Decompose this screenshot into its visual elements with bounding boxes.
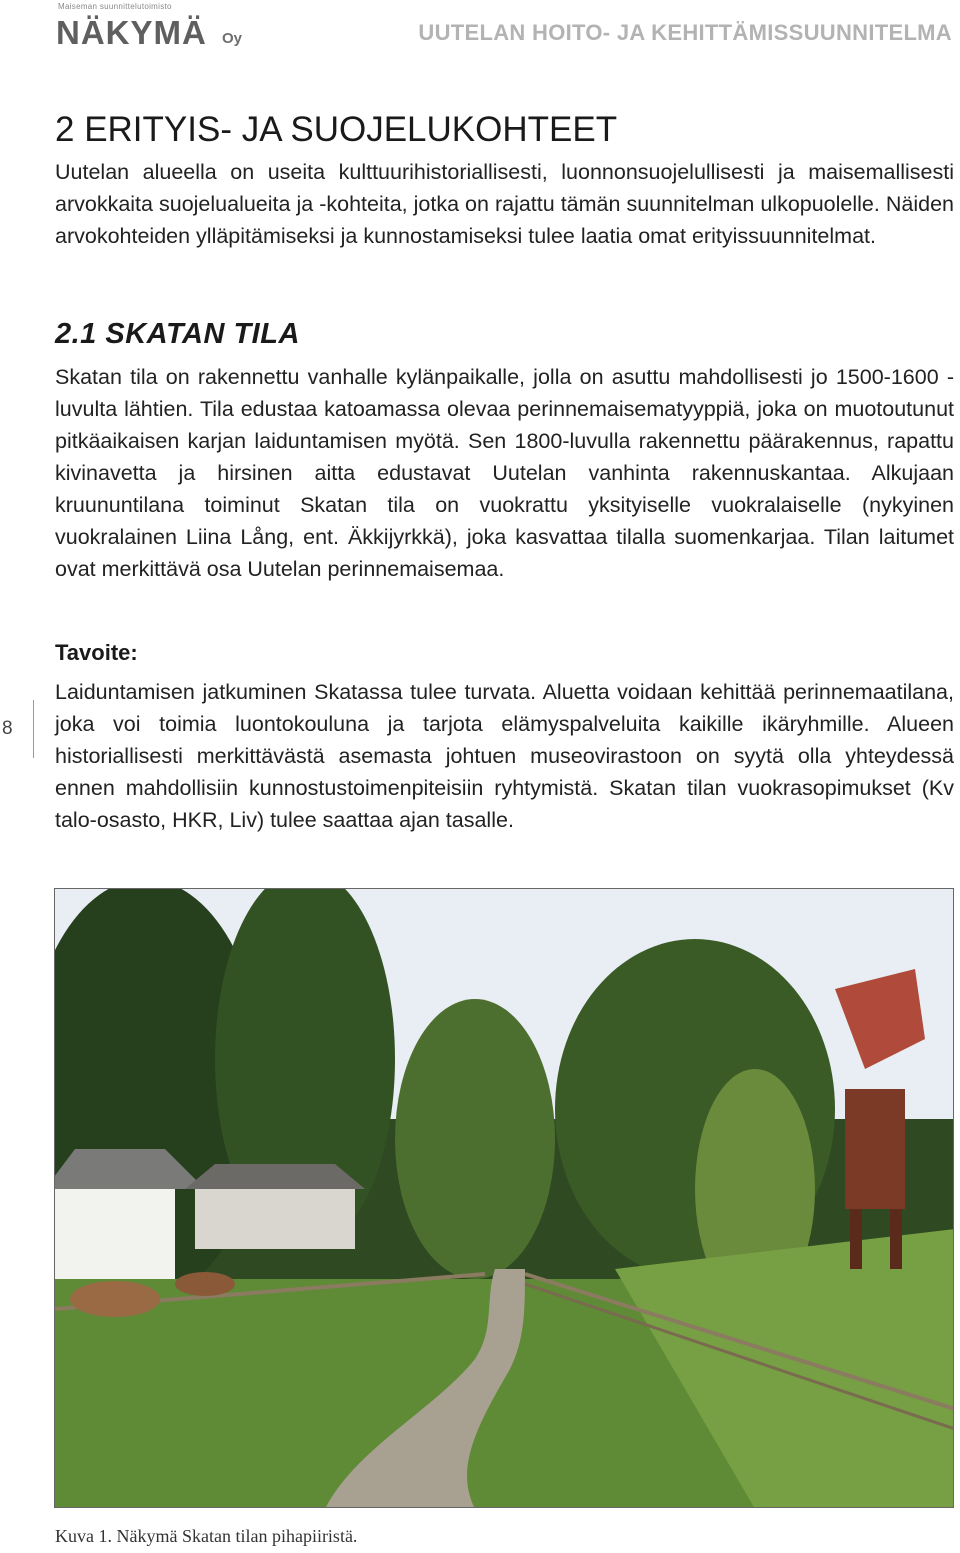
logo-suffix: Oy bbox=[222, 30, 243, 47]
logo-wordmark: NÄKYMÄ bbox=[56, 14, 207, 51]
farm-photo bbox=[54, 888, 954, 1508]
section-intro: Uutelan alueella on useita kulttuurihistoriallisesti, luonnonsuojelullisesti ja maisemallisesti arvokkaita suojelualueita ja -kohteita, jotka on rajattu tämän suunnitelman ulkopuolelle. Näiden arvokohteiden ylläpitämiseksi ja kunnostamiseksi tulee laatia omat erityissuunnitelmat. bbox=[55, 160, 954, 248]
logo-tagline: Maiseman suunnittelutoimisto bbox=[58, 2, 172, 11]
photo-horse-sculpture-leg-2 bbox=[890, 1209, 902, 1269]
goal-label: Tavoite: bbox=[55, 640, 138, 665]
page-number: 8 bbox=[2, 718, 13, 739]
photo-barn bbox=[195, 1189, 355, 1249]
photo-horse-sculpture-leg bbox=[850, 1209, 862, 1269]
photo-horse-sculpture-body bbox=[845, 1089, 905, 1209]
page-number-rule bbox=[33, 700, 34, 758]
photo-barn-roof bbox=[185, 1164, 365, 1189]
subsection-title: 2.1 SKATAN TILA bbox=[55, 318, 300, 350]
photo-tree-mid bbox=[395, 999, 555, 1279]
photo-cow-2 bbox=[175, 1272, 235, 1296]
section-title: 2 ERITYIS- JA SUOJELUKOHTEET bbox=[55, 110, 618, 149]
figure-caption: Kuva 1. Näkymä Skatan tilan pihapiiristä. bbox=[55, 1526, 358, 1546]
photo-cow bbox=[70, 1281, 160, 1317]
running-header-title: UUTELAN HOITO- JA KEHITTÄMISSUUNNITELMA bbox=[418, 20, 952, 45]
company-logo bbox=[56, 2, 246, 50]
subsection-body: Skatan tila on rakennettu vanhalle kylänpaikalle, jolla on asuttu mahdollisesti jo 1500-1600 -luvulta lähtien. Tila edustaa katoamassa olevaa perinnemaisematyyppiä, joka on muotoutunut pitkäaikaisen karjan laiduntamisen myötä. Sen 1800-luvulla rakennettu päärakennus, rapattu kivinavetta ja hirsinen aitta edustavat Uutelan vanhinta rakennuskantaa. Alkujaan kruununtilana toiminut Skatan tila on vuokrattu yksityiselle vuokralaiselle (nykyinen vuokralainen Liina Lång, ent. Äkkijyrkkä), joka kasvattaa tilalla suomenkarjaa. Tilan laitumet ovat merkittävä osa Uutelan perinnemaisemaa. bbox=[55, 365, 954, 581]
goal-text: Laiduntamisen jatkuminen Skatassa tulee turvata. Aluetta voidaan kehittää perinnemaatilana, joka voi toimia luontokouluna ja tarjota elämyspalveluita kaikille ikäryhmille. Alueen historiallisesti merkittävästä asemasta johtuen museovirastoon on syytä olla yhteydessä ennen mahdollisiin kunnostustoimenpiteisiin ryhtymistä. Skatan tilan vuokrasopimukset (Kv talo-osasto, HKR, Liv) tulee saattaa ajan tasalle. bbox=[55, 680, 954, 832]
